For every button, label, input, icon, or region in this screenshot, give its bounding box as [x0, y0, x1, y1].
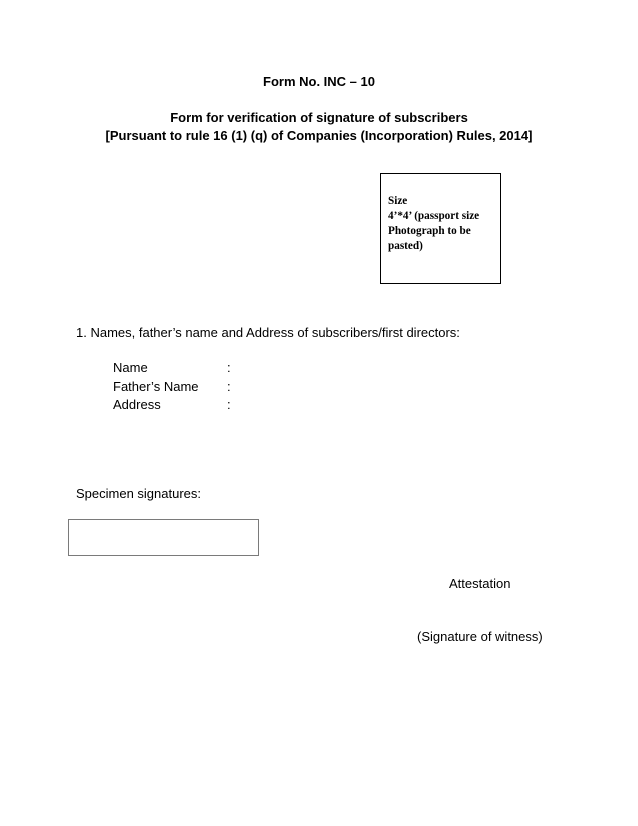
passport-photo-box [380, 173, 501, 284]
name-separator: : [227, 360, 231, 375]
address-separator: : [227, 397, 231, 412]
form-number: Form No. INC – 10 [263, 74, 375, 89]
witness-signature-label: (Signature of witness) [417, 629, 543, 644]
fathers-name-label: Father’s Name [113, 379, 199, 394]
photo-box-line: 4’*4’ (passport size [388, 210, 480, 222]
specimen-signature-box [68, 519, 259, 556]
photo-box-line: pasted) [388, 240, 423, 252]
photo-box-line: Size [388, 195, 408, 207]
fathers-name-separator: : [227, 379, 231, 394]
attestation-label: Attestation [449, 576, 511, 591]
form-title: Form for verification of signature of subscribers [170, 110, 468, 125]
name-label: Name [113, 360, 148, 375]
form-subtitle: [Pursuant to rule 16 (1) (q) of Companies (Incorporation) Rules, 2014] [105, 128, 533, 143]
photo-box-line: Photograph to be [388, 225, 471, 237]
specimen-signatures-label: Specimen signatures: [76, 486, 202, 501]
section-1-heading: 1. Names, father’s name and Address of subscribers/first directors: [76, 325, 460, 340]
address-label: Address [113, 397, 161, 412]
